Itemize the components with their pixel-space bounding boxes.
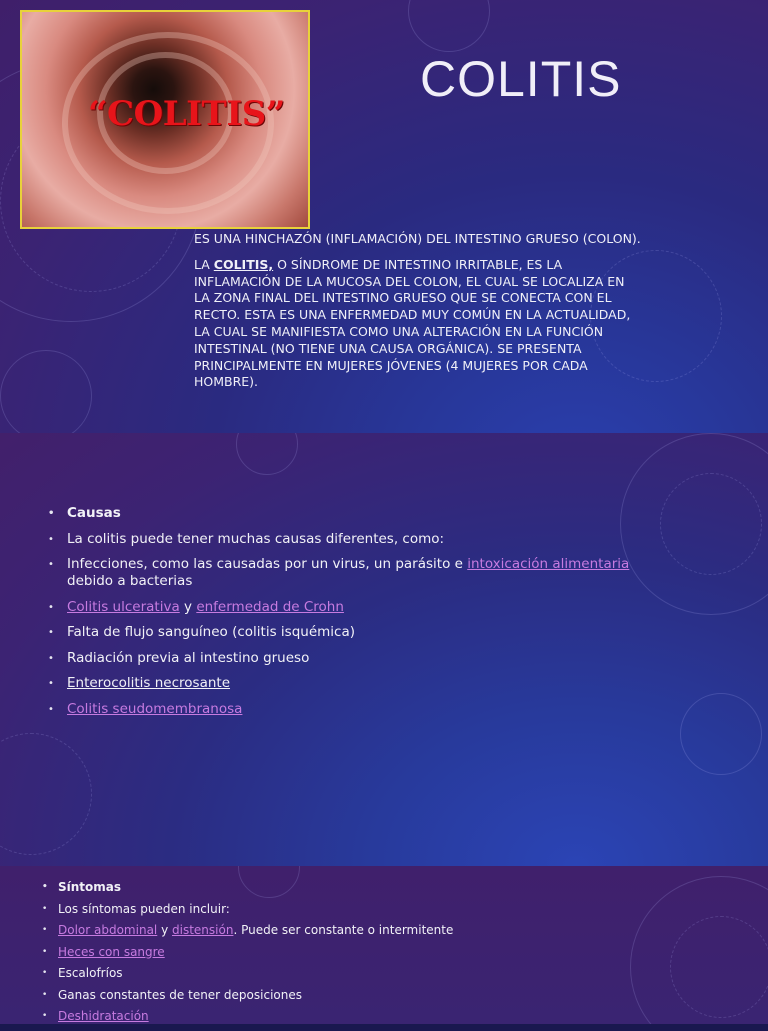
dehydration-link[interactable]: Deshidratación — [58, 1009, 149, 1023]
conjunction: y — [157, 923, 172, 937]
ulcerative-colitis-link[interactable]: Colitis ulcerativa — [67, 598, 180, 615]
list-item — [48, 556, 688, 590]
slide-title: COLITIS — [420, 51, 622, 107]
image-overlay-label: “COLITIS” — [88, 94, 285, 134]
decor-circle — [0, 733, 92, 855]
list-item — [42, 1009, 742, 1024]
detail-prefix: LA — [194, 256, 214, 272]
colitis-endoscopy-image — [20, 10, 310, 229]
list-item — [42, 923, 742, 938]
symptoms-list — [42, 880, 742, 1031]
decor-circle — [236, 433, 298, 475]
list-item: • La colitis puede tener muchas causas diferentes, como: — [48, 531, 688, 548]
causes-list — [48, 505, 688, 726]
list-item — [42, 945, 742, 960]
list-item: • Radiación previa al intestino grueso — [48, 650, 688, 667]
pseudomembranous-colitis-link[interactable]: Colitis seudomembranosa — [67, 700, 243, 717]
symptoms-heading: • Síntomas — [42, 880, 742, 895]
decor-circle — [680, 693, 762, 775]
necrotizing-enterocolitis-text: Enterocolitis necrosante — [67, 675, 231, 691]
list-item: • Escalofríos — [42, 966, 742, 981]
intro-paragraph: ES UNA HINCHAZÓN (INFLAMACIÓN) DEL INTESTINO GRUESO (COLON). — [194, 231, 641, 246]
distension-link[interactable]: distensión — [172, 923, 234, 937]
bloody-stool-link[interactable]: Heces con sangre — [58, 944, 165, 959]
list-item: • Los síntomas pueden incluir: — [42, 902, 742, 917]
detail-body: O SÍNDROME DE INTESTINO IRRITABLE, ES LA INFLAMACIÓN DE LA MUCOSA DEL COLON, EL CUAL SE LOCALIZA EN LA ZONA FINAL DEL INTESTINO GRUESO QUE SE CONECTA CON EL RECTO. ESTA ES UNA ENFERMEDAD MUY COMÚN EN LA ACTUALIDAD, LA CUAL SE MANIFIESTA COMO UNA ALTERACIÓN EN LA FUNCIÓN INTESTINAL (NO TIENE UNA CAUSA ORGÁNICA). SE PRESENTA PRINCIPALMENTE EN MUJERES JÓVENES (4 MUJERES POR CADA HOMBRE). — [194, 256, 631, 390]
decor-circle — [0, 350, 92, 433]
infections-continued: debido a bacterias — [67, 573, 193, 589]
crohn-disease-link[interactable]: enfermedad de Crohn — [196, 598, 344, 615]
list-item: • Falta de flujo sanguíneo (colitis isquémica) — [48, 624, 688, 641]
pain-rest-text: . Puede ser constante o intermitente — [233, 923, 454, 937]
list-item — [48, 599, 688, 616]
decor-circle — [408, 0, 490, 52]
infections-text: Infecciones, como las causadas por un virus, un parásito e — [67, 556, 468, 572]
conjunction: y — [179, 598, 197, 615]
slide-colitis-definition — [0, 0, 768, 433]
definition-text — [194, 231, 644, 400]
food-poisoning-link[interactable]: intoxicación alimentaria — [467, 556, 630, 572]
colitis-keyword: COLITIS, — [213, 256, 274, 272]
list-item: • Ganas constantes de tener deposiciones — [42, 988, 742, 1003]
causes-heading: • Causas — [48, 505, 688, 522]
abdominal-pain-link[interactable]: Dolor abdominal — [58, 923, 158, 937]
detail-paragraph — [194, 257, 644, 391]
list-item — [48, 701, 688, 718]
list-item — [48, 675, 688, 692]
